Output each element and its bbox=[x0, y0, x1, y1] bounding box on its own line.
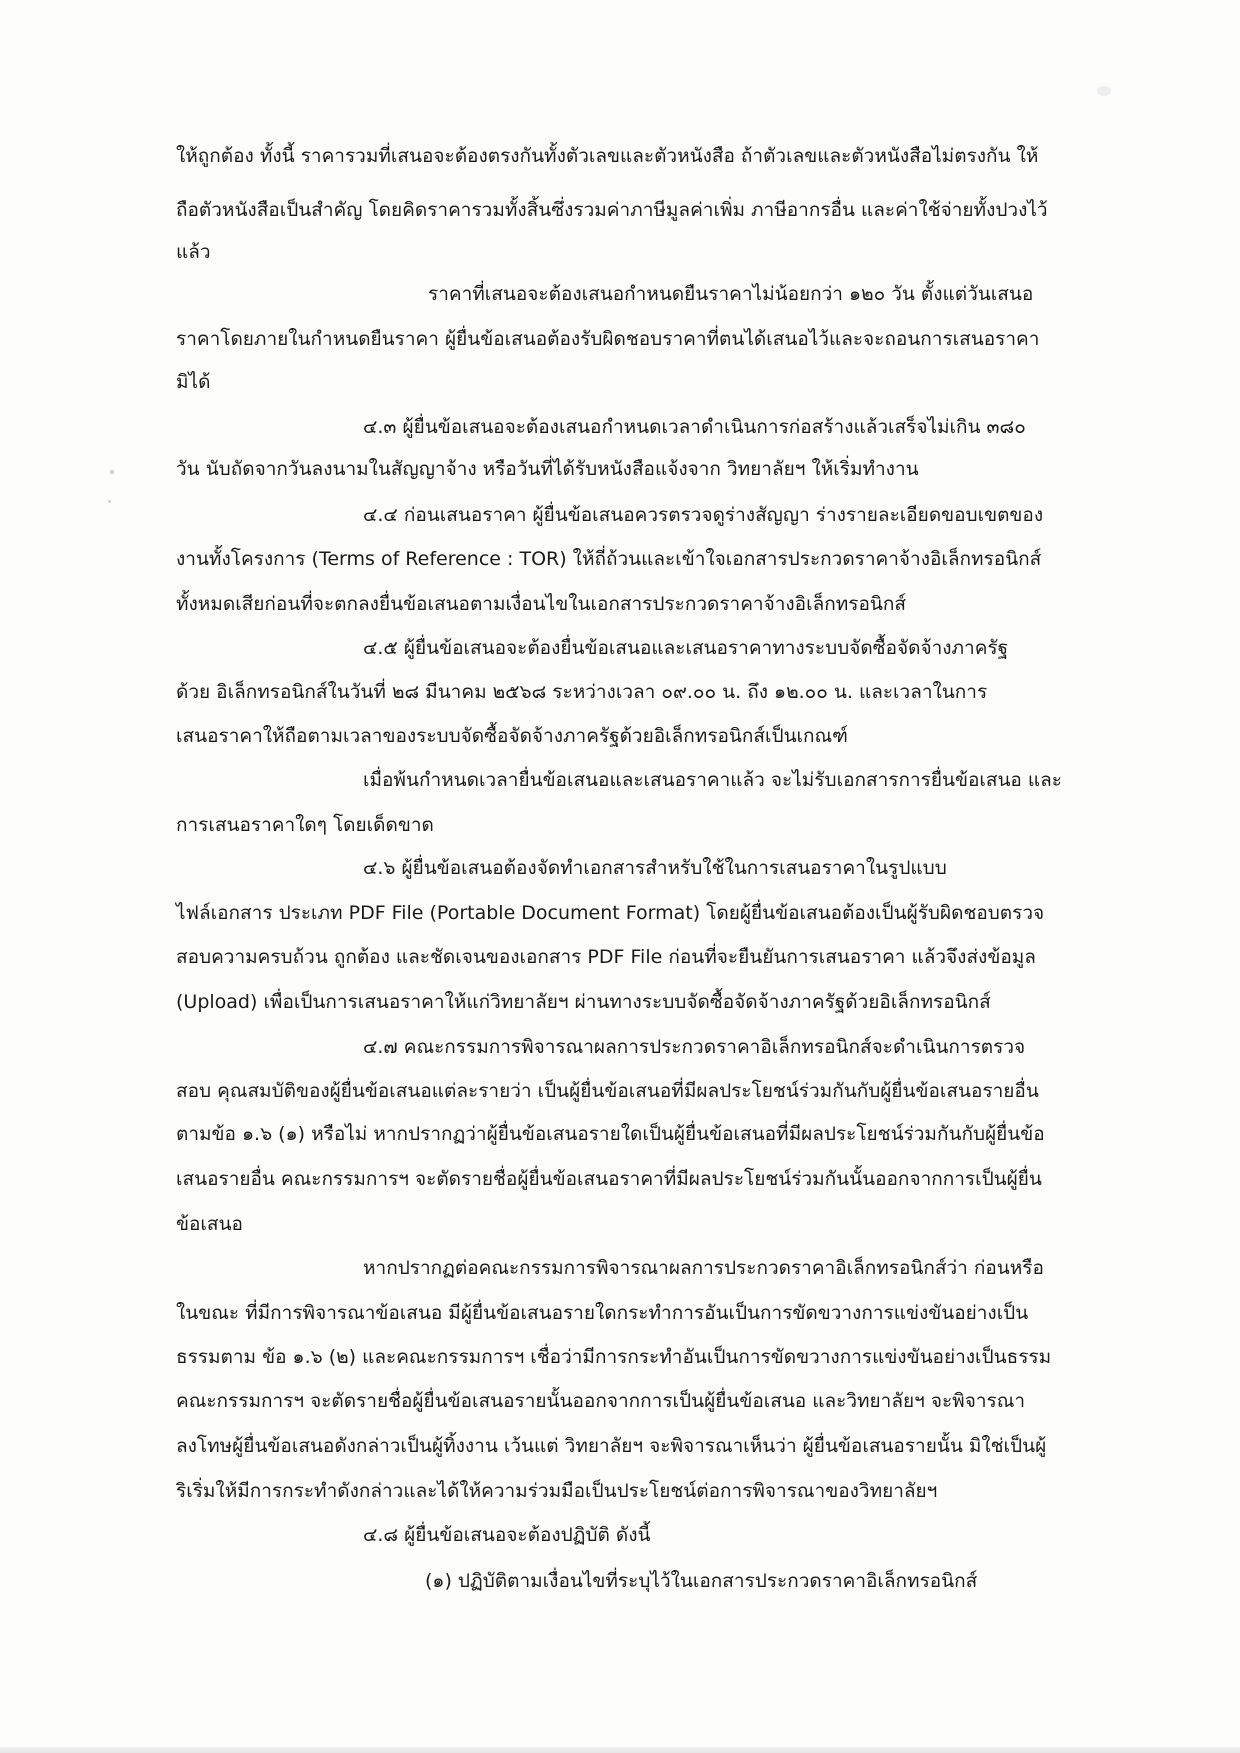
paragraph-line: ราคาที่เสนอจะต้องเสนอกำหนดยืนราคาไม่น้อยกว่า ๑๒๐ วัน ตั้งแต่วันเสนอ bbox=[428, 283, 1034, 305]
paragraph-line: ราคาโดยภายในกำหนดยืนราคา ผู้ยื่นข้อเสนอต้องรับผิดชอบราคาที่ตนได้เสนอไว้และจะถอนการเสนอราคา bbox=[176, 328, 1040, 350]
paragraph-line: วัน นับถัดจากวันลงนามในสัญญาจ้าง หรือวันที่ได้รับหนังสือแจ้งจาก วิทยาลัยฯ ให้เริ่มทำงาน bbox=[176, 458, 919, 480]
paragraph-line: ๔.๘ ผู้ยื่นข้อเสนอจะต้องปฏิบัติ ดังนี้ bbox=[363, 1524, 651, 1546]
paragraph-line: ๔.๓ ผู้ยื่นข้อเสนอจะต้องเสนอกำหนดเวลาดำเนินการก่อสร้างแล้วเสร็จไม่เกิน ๓๘๐ bbox=[363, 416, 1026, 438]
paragraph-line: ๔.๗ คณะกรรมการพิจารณาผลการประกวดราคาอิเล็กทรอนิกส์จะดำเนินการตรวจ bbox=[363, 1036, 1026, 1058]
scan-speck bbox=[110, 470, 114, 474]
scan-speck bbox=[1097, 86, 1111, 96]
paragraph-line: หากปรากฏต่อคณะกรรมการพิจารณาผลการประกวดราคาอิเล็กทรอนิกส์ว่า ก่อนหรือ bbox=[363, 1257, 1044, 1279]
paragraph-line: คณะกรรมการฯ จะตัดรายชื่อผู้ยื่นข้อเสนอรายนั้นออกจากการเป็นผู้ยื่นข้อเสนอ และวิทยาลัยฯ จะพิจารณา bbox=[176, 1390, 1025, 1412]
paragraph-line: ไฟล์เอกสาร ประเภท PDF File (Portable Document Format) โดยผู้ยื่นข้อเสนอต้องเป็นผู้รับผิดชอบตรวจ bbox=[176, 902, 1045, 924]
page-bottom-edge bbox=[0, 1747, 1240, 1753]
paragraph-line: แล้ว bbox=[176, 241, 211, 263]
paragraph-line: มิได้ bbox=[176, 371, 211, 393]
paragraph-line: ตามข้อ ๑.๖ (๑) หรือไม่ หากปรากฏว่าผู้ยื่นข้อเสนอรายใดเป็นผู้ยื่นข้อเสนอที่มีผลประโยชน์ร่วมกันกับผู้ยื่นข้อ bbox=[176, 1123, 1045, 1145]
paragraph-line: งานทั้งโครงการ (Terms of Reference : TOR) ให้ถี่ถ้วนและเข้าใจเอกสารประกวดราคาจ้างอิเล็กทรอนิกส์ bbox=[176, 548, 1042, 570]
paragraph-line: สอบความครบถ้วน ถูกต้อง และชัดเจนของเอกสาร PDF File ก่อนที่จะยืนยันการเสนอราคา แล้วจึงส่งข้อมูล bbox=[176, 946, 1036, 968]
paragraph-line: ในขณะ ที่มีการพิจารณาข้อเสนอ มีผู้ยื่นข้อเสนอรายใดกระทำการอันเป็นการขัดขวางการแข่งขันอย่างเป็น bbox=[176, 1302, 1029, 1324]
paragraph-line: ลงโทษผู้ยื่นข้อเสนอดังกล่าวเป็นผู้ทิ้งงาน เว้นแต่ วิทยาลัยฯ จะพิจารณาเห็นว่า ผู้ยื่นข้อเสนอรายนั้น มิใช่เป็นผู้ bbox=[176, 1435, 1047, 1457]
paragraph-line: ทั้งหมดเสียก่อนที่จะตกลงยื่นข้อเสนอตามเงื่อนไขในเอกสารประกวดราคาจ้างอิเล็กทรอนิกส์ bbox=[176, 593, 906, 615]
scan-speck bbox=[108, 500, 111, 503]
paragraph-line: ให้ถูกต้อง ทั้งนี้ ราคารวมที่เสนอจะต้องตรงกันทั้งตัวเลขและตัวหนังสือ ถ้าตัวเลขและตัวหนังสือไม่ตรงกัน ให้ bbox=[176, 145, 1039, 167]
paragraph-line: สอบ คุณสมบัติของผู้ยื่นข้อเสนอแต่ละรายว่า เป็นผู้ยื่นข้อเสนอที่มีผลประโยชน์ร่วมกันกับผู้ยื่นข้อเสนอรายอื่น bbox=[176, 1080, 1039, 1102]
paragraph-line: ถือตัวหนังสือเป็นสำคัญ โดยคิดราคารวมทั้งสิ้นซึ่งรวมค่าภาษีมูลค่าเพิ่ม ภาษีอากรอื่น และค่าใช้จ่ายทั้งปวงไว้ bbox=[176, 199, 1048, 221]
paragraph-line: ธรรมตาม ข้อ ๑.๖ (๒) และคณะกรรมการฯ เชื่อว่ามีการกระทำอันเป็นการขัดขวางการแข่งขันอย่างเป็นธรรม bbox=[176, 1346, 1052, 1368]
paragraph-line: เมื่อพ้นกำหนดเวลายื่นข้อเสนอและเสนอราคาแล้ว จะไม่รับเอกสารการยื่นข้อเสนอ และ bbox=[363, 769, 1062, 791]
paragraph-line: ข้อเสนอ bbox=[176, 1213, 243, 1235]
paragraph-line: (Upload) เพื่อเป็นการเสนอราคาให้แก่วิทยาลัยฯ ผ่านทางระบบจัดซื้อจัดจ้างภาครัฐด้วยอิเล็กทรอนิกส์ bbox=[176, 991, 991, 1013]
paragraph-line: ๔.๔ ก่อนเสนอราคา ผู้ยื่นข้อเสนอควรตรวจดูร่างสัญญา ร่างรายละเอียดขอบเขตของ bbox=[363, 504, 1044, 526]
paragraph-line: เสนอรายอื่น คณะกรรมการฯ จะตัดรายชื่อผู้ยื่นข้อเสนอราคาที่มีผลประโยชน์ร่วมกันนั้นออกจากการเป็นผู้ยื่น bbox=[176, 1168, 1042, 1190]
paragraph-line: เสนอราคาให้ถือตามเวลาของระบบจัดซื้อจัดจ้างภาครัฐด้วยอิเล็กทรอนิกส์เป็นเกณฑ์ bbox=[176, 725, 848, 747]
paragraph-line: ริเริ่มให้มีการกระทำดังกล่าวและได้ให้ความร่วมมือเป็นประโยชน์ต่อการพิจารณาของวิทยาลัยฯ bbox=[176, 1480, 938, 1502]
paragraph-line: ๔.๕ ผู้ยื่นข้อเสนอจะต้องยื่นข้อเสนอและเสนอราคาทางระบบจัดซื้อจัดจ้างภาครัฐ bbox=[363, 637, 1009, 659]
paragraph-line: ด้วย อิเล็กทรอนิกส์ในวันที่ ๒๘ มีนาคม ๒๕๖๘ ระหว่างเวลา ๐๙.๐๐ น. ถึง ๑๒.๐๐ น. และเวลาในการ bbox=[176, 681, 988, 703]
paragraph-line: ๔.๖ ผู้ยื่นข้อเสนอต้องจัดทำเอกสารสำหรับใช้ในการเสนอราคาในรูปแบบ bbox=[363, 857, 947, 879]
paragraph-line: การเสนอราคาใดๆ โดยเด็ดขาด bbox=[176, 814, 434, 836]
paragraph-line: (๑) ปฏิบัติตามเงื่อนไขที่ระบุไว้ในเอกสารประกวดราคาอิเล็กทรอนิกส์ bbox=[425, 1570, 978, 1592]
